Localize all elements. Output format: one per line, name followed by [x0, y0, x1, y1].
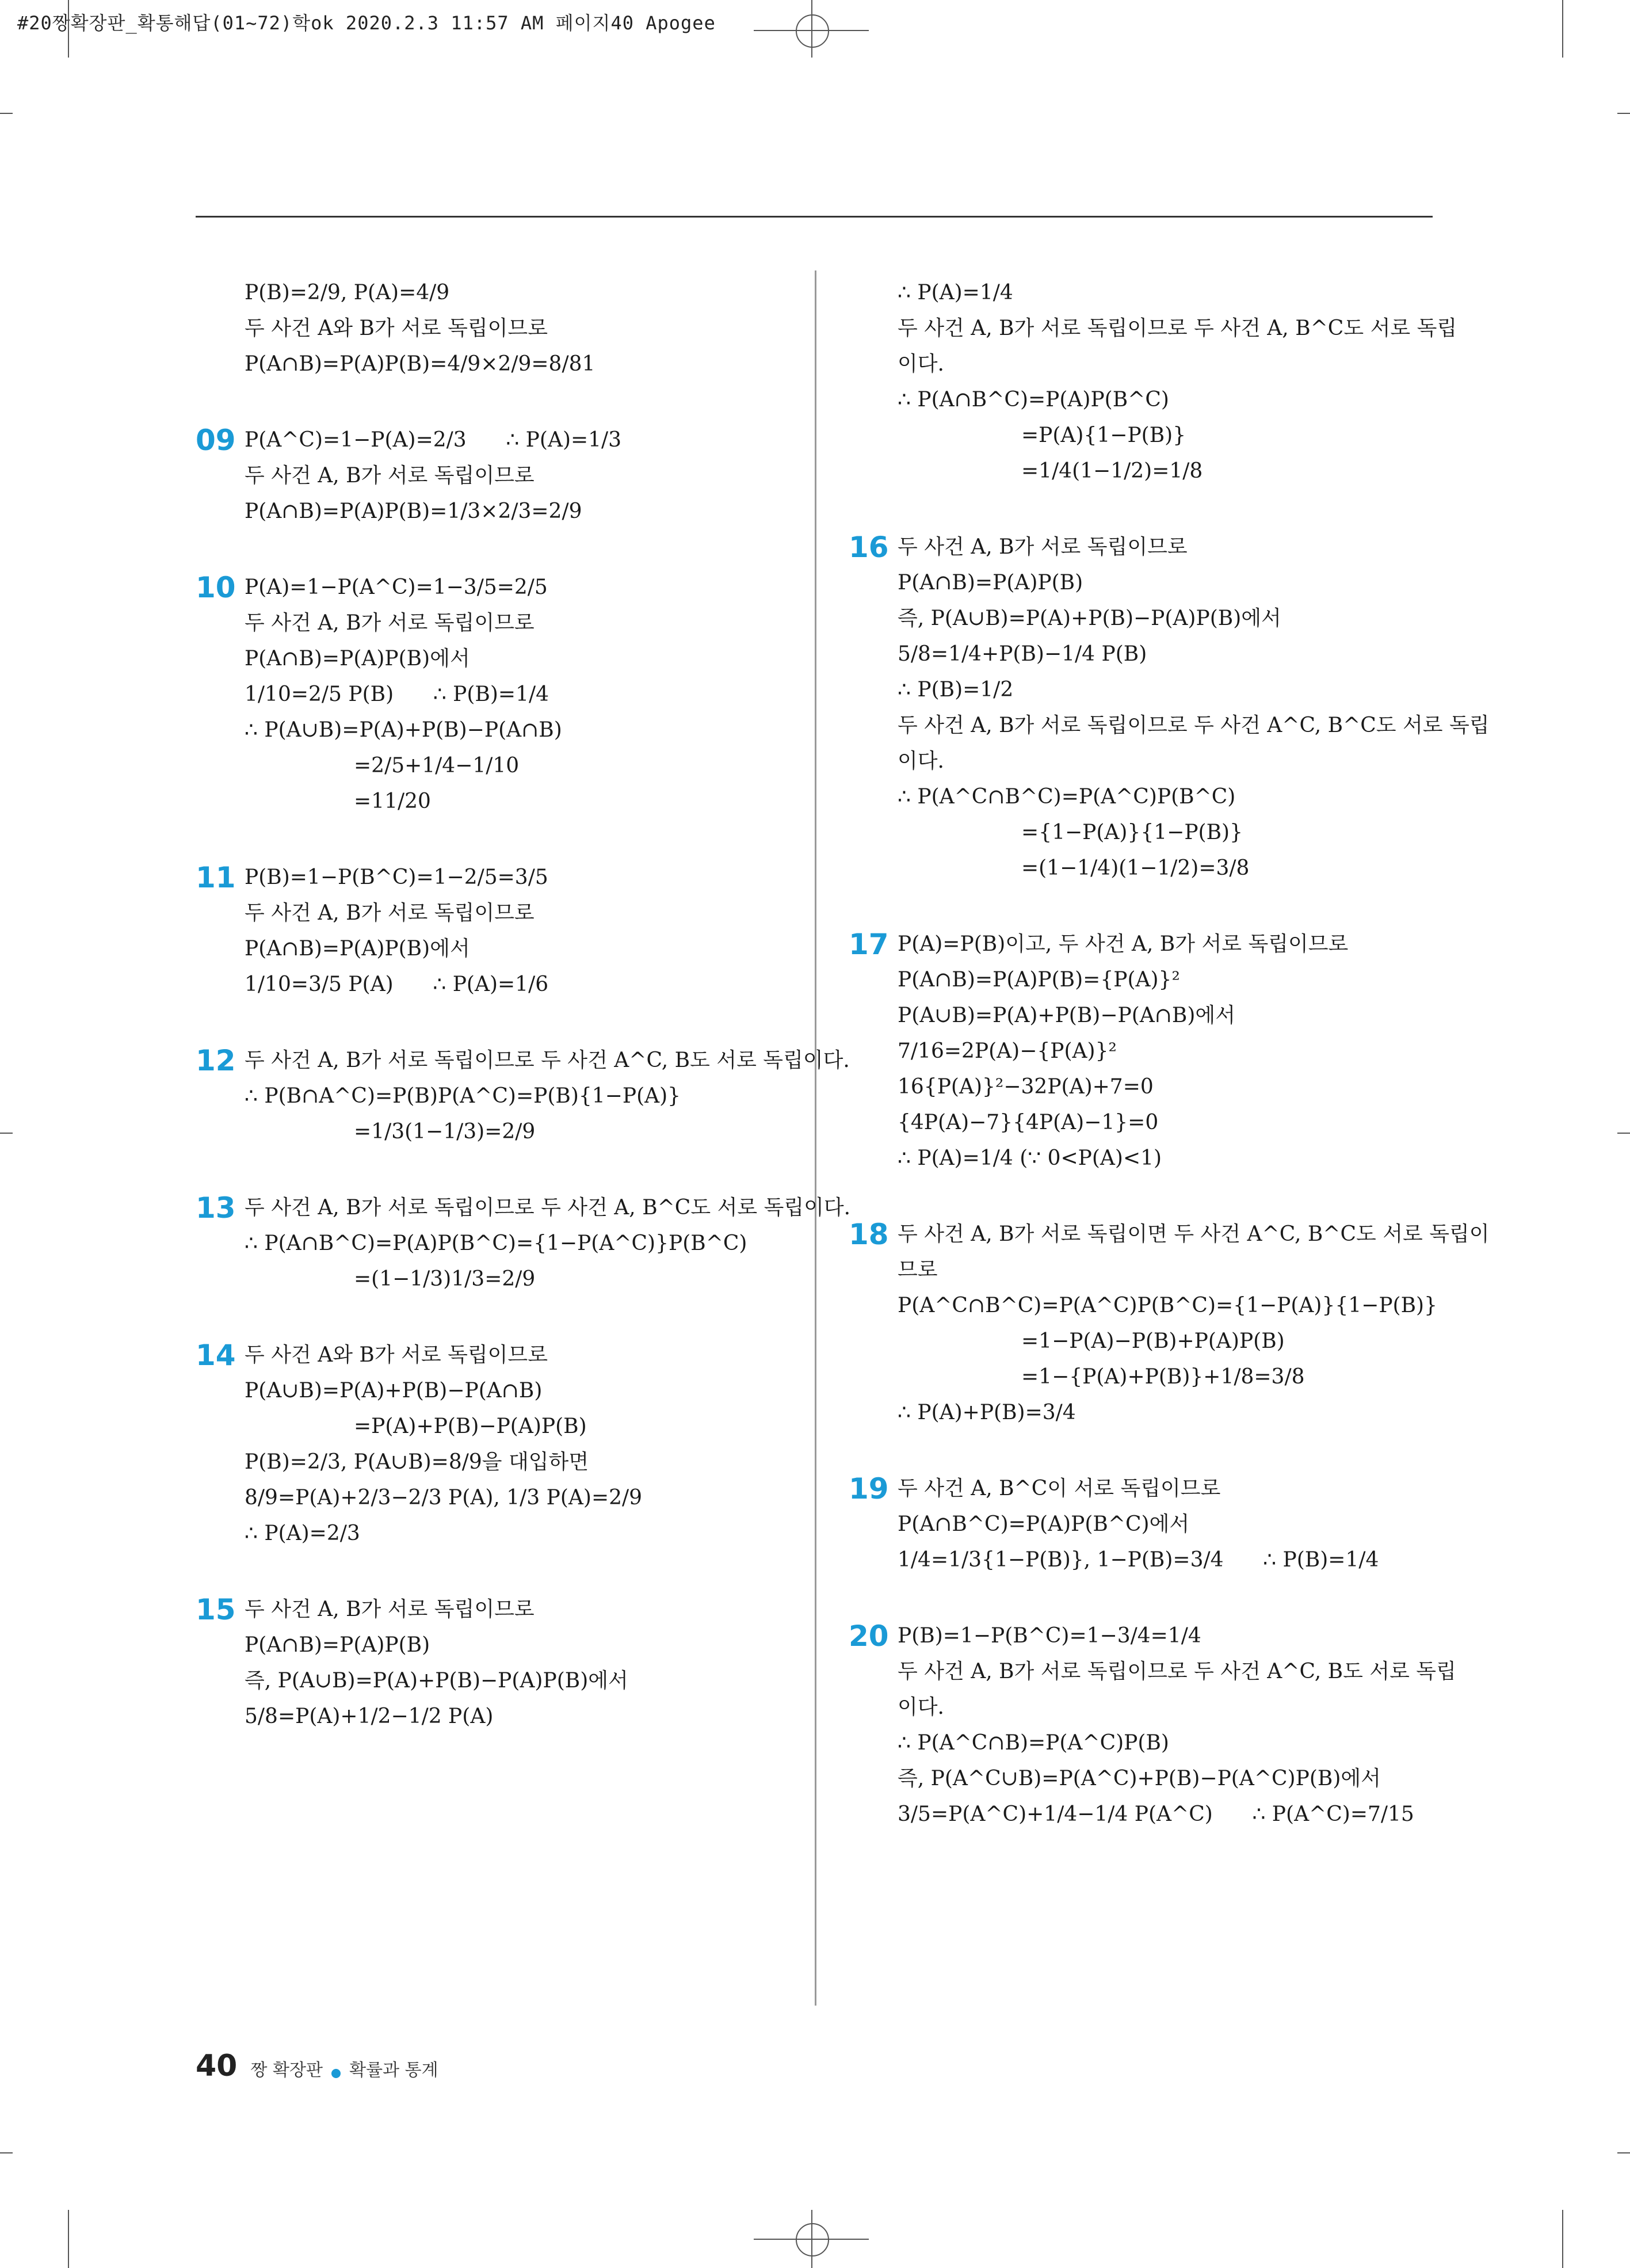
solution-line: 즉, P(A∪B)=P(A)+P(B)−P(A)P(B)에서 [898, 607, 1281, 630]
solution-line: 두 사건 A, B가 서로 독립이므로 두 사건 A^C, B도 서로 독립 [898, 1660, 1456, 1683]
solution-line: ∴ P(A)=1/4 [898, 281, 1013, 304]
problem-number: 12 [196, 1044, 236, 1077]
solution-line: 5/8=1/4+P(B)−1/4 P(B) [898, 642, 1147, 666]
crop-mark [0, 113, 13, 114]
solution-block [196, 1337, 800, 1552]
bullet-dot-icon [331, 2069, 341, 2078]
solution-line: P(A^C)=1−P(A)=2/3 ∴ P(A)=1/3 [245, 428, 622, 452]
solution-line: P(B)=2/9, P(A)=4/9 [245, 281, 450, 304]
solution-line: ∴ P(A)+P(B)=3/4 [898, 1401, 1076, 1424]
solution-line: 두 사건 A, B가 서로 독립이므로 [245, 1598, 535, 1621]
right-column [849, 275, 1490, 1873]
solution-block [849, 529, 1490, 886]
solution-line: ={1−P(A)}{1−P(B)} [1021, 821, 1243, 844]
solution-line: =11/20 [354, 790, 431, 813]
solution-line: ∴ P(A)=2/3 [245, 1522, 360, 1545]
solution-line: P(A)=1−P(A^C)=1−3/5=2/5 [245, 575, 548, 599]
column-divider [815, 270, 816, 2006]
solution-line: ∴ P(A∪B)=P(A)+P(B)−P(A∩B) [245, 718, 562, 742]
solution-line: P(A∪B)=P(A)+P(B)−P(A∩B) [245, 1379, 543, 1402]
solution-line: P(A∩B)=P(A)P(B)에서 [245, 937, 470, 960]
left-column [196, 275, 851, 1775]
solution-line: 5/8=P(A)+1/2−1/2 P(A) [245, 1705, 494, 1728]
solution-block [849, 1618, 1456, 1832]
solution-line: 즉, P(A∪B)=P(A)+P(B)−P(A)P(B)에서 [245, 1669, 628, 1693]
solution-line: P(A∩B)=P(A)P(B)=1/3×2/3=2/9 [245, 500, 582, 523]
problem-number: 09 [196, 424, 236, 457]
solution-line: 이다. [898, 1695, 944, 1719]
page-number: 40 [196, 2049, 238, 2083]
solution-line: P(A∩B)=P(A)P(B) [245, 1633, 430, 1657]
solution-line: =1−P(A)−P(B)+P(A)P(B) [1021, 1329, 1285, 1353]
solution-line: P(A^C∩B^C)=P(A^C)P(B^C)={1−P(A)}{1−P(B)} [898, 1294, 1438, 1317]
problem-number: 16 [849, 531, 889, 564]
solution-line: 두 사건 A, B가 서로 독립이므로 두 사건 A, B^C도 서로 독립 [898, 317, 1457, 340]
solution-line: P(A∩B)=P(A)P(B)에서 [245, 647, 470, 670]
solution-line: 1/4=1/3{1−P(B)}, 1−P(B)=3/4 ∴ P(B)=1/4 [898, 1548, 1379, 1572]
registration-circle [796, 2223, 829, 2256]
solution-line: ∴ P(A^C∩B)=P(A^C)P(B) [898, 1731, 1169, 1755]
solution-line: 두 사건 A, B가 서로 독립이면 두 사건 A^C, B^C도 서로 독립이 [898, 1222, 1490, 1246]
solution-block [196, 1190, 851, 1297]
solution-line: ∴ P(A∩B^C)=P(A)P(B^C) [898, 388, 1169, 411]
solution-line: =P(A){1−P(B)} [1021, 424, 1186, 447]
crop-mark [0, 2152, 13, 2153]
solution-line: {4P(A)−7}{4P(A)−1}=0 [898, 1111, 1159, 1134]
page-footer [196, 2049, 438, 2083]
solution-line: 8/9=P(A)+2/3−2/3 P(A), 1/3 P(A)=2/9 [245, 1486, 643, 1510]
solution-line: ∴ P(A)=1/4 (∵ 0<P(A)<1) [898, 1146, 1162, 1170]
crop-mark [1562, 2210, 1563, 2268]
problem-number: 15 [196, 1593, 236, 1626]
solution-line: 두 사건 A, B가 서로 독립이므로 두 사건 A, B^C도 서로 독립이다. [245, 1196, 851, 1219]
solution-line: P(A)=P(B)이고, 두 사건 A, B가 서로 독립이므로 [898, 932, 1349, 956]
problem-number: 14 [196, 1339, 236, 1372]
solution-line: ∴ P(B)=1/2 [898, 678, 1014, 702]
solution-line: P(B)=1−P(B^C)=1−2/5=3/5 [245, 866, 548, 889]
solution-line: ∴ P(B∩A^C)=P(B)P(A^C)=P(B){1−P(A)} [245, 1084, 681, 1108]
solution-line: 16{P(A)}²−32P(A)+7=0 [898, 1075, 1154, 1099]
print-header: #20짱확장판_확통해답(01~72)학ok 2020.2.3 11:57 AM 페이지40 Apogee [17, 12, 716, 34]
solution-line: 즉, P(A^C∪B)=P(A^C)+P(B)−P(A^C)P(B)에서 [898, 1767, 1381, 1790]
solution-line: P(A∪B)=P(A)+P(B)−P(A∩B)에서 [898, 1004, 1235, 1027]
solution-line: 7/16=2P(A)−{P(A)}² [898, 1039, 1117, 1063]
solution-block [196, 1592, 800, 1735]
solution-block [196, 570, 800, 819]
solution-line: 두 사건 A, B가 서로 독립이므로 [898, 535, 1188, 559]
solution-line: =1/4(1−1/2)=1/8 [1021, 459, 1203, 483]
solution-line: ∴ P(A∩B^C)=P(A)P(B^C)={1−P(A^C)}P(B^C) [245, 1232, 747, 1255]
subject-title: 확률과 통계 [349, 2060, 438, 2080]
top-rule [196, 216, 1433, 218]
problem-number: 19 [849, 1472, 889, 1505]
solution-line: 3/5=P(A^C)+1/4−1/4 P(A^C) ∴ P(A^C)=7/15 [898, 1802, 1414, 1826]
solution-line: 두 사건 A와 B가 서로 독립이므로 [245, 1343, 548, 1367]
solution-block [196, 275, 800, 382]
problem-number: 11 [196, 861, 236, 894]
solution-line: P(A∩B)=P(A)P(B)={P(A)}² [898, 968, 1180, 992]
crop-mark [1617, 2152, 1630, 2153]
solution-line: 이다. [898, 749, 944, 773]
solution-line: P(A∩B)=P(A)P(B)=4/9×2/9=8/81 [245, 352, 595, 376]
problem-number: 17 [849, 928, 889, 961]
solution-block [196, 1043, 850, 1150]
problem-number: 20 [849, 1619, 889, 1653]
solution-line: =2/5+1/4−1/10 [354, 754, 520, 777]
solution-line: 두 사건 A, B가 서로 독립이므로 [245, 611, 535, 635]
solution-line: ∴ P(A^C∩B^C)=P(A^C)P(B^C) [898, 785, 1236, 809]
problem-number: 10 [196, 571, 236, 604]
book-title: 짱 확장판 [250, 2060, 323, 2080]
solution-line: 두 사건 A, B가 서로 독립이므로 두 사건 A^C, B도 서로 독립이다. [245, 1049, 850, 1072]
crop-mark [0, 1133, 13, 1134]
solution-line: 두 사건 A, B^C이 서로 독립이므로 [898, 1477, 1221, 1500]
crop-mark [1562, 0, 1563, 58]
solution-line: 두 사건 A, B가 서로 독립이므로 [245, 901, 535, 925]
registration-circle [796, 14, 829, 48]
crop-mark [1617, 113, 1630, 114]
solution-line: =(1−1/3)1/3=2/9 [354, 1267, 536, 1291]
solution-line: 두 사건 A, B가 서로 독립이므로 두 사건 A^C, B^C도 서로 독립 [898, 714, 1490, 737]
crop-mark [68, 0, 69, 58]
solution-block [849, 1471, 1453, 1578]
solution-line: =1/3(1−1/3)=2/9 [354, 1120, 536, 1143]
crop-mark [68, 2210, 69, 2268]
solution-line: P(B)=1−P(B^C)=1−3/4=1/4 [898, 1624, 1201, 1648]
solution-line: =P(A)+P(B)−P(A)P(B) [354, 1415, 587, 1438]
solution-line: P(B)=2/3, P(A∪B)=8/9을 대입하면 [245, 1450, 589, 1474]
solution-line: P(A∩B^C)=P(A)P(B^C)에서 [898, 1512, 1190, 1536]
problem-number: 18 [849, 1218, 889, 1251]
solution-line: 두 사건 A와 B가 서로 독립이므로 [245, 317, 548, 340]
solution-block [196, 422, 800, 529]
solution-line: =1−{P(A)+P(B)}+1/8=3/8 [1021, 1365, 1305, 1389]
solution-block [849, 927, 1453, 1176]
solution-line: P(A∩B)=P(A)P(B) [898, 571, 1083, 594]
solution-line: 므로 [898, 1258, 938, 1282]
solution-block [196, 860, 800, 1003]
crop-mark [1617, 1133, 1630, 1134]
solution-line: 1/10=2/5 P(B) ∴ P(B)=1/4 [245, 683, 549, 706]
solution-block [849, 1217, 1490, 1431]
solution-block [849, 275, 1457, 489]
solution-line: 두 사건 A, B가 서로 독립이므로 [245, 464, 535, 487]
solution-line: 이다. [898, 352, 944, 376]
solution-line: =(1−1/4)(1−1/2)=3/8 [1021, 856, 1250, 880]
solution-line: 1/10=3/5 P(A) ∴ P(A)=1/6 [245, 973, 549, 996]
problem-number: 13 [196, 1191, 236, 1225]
